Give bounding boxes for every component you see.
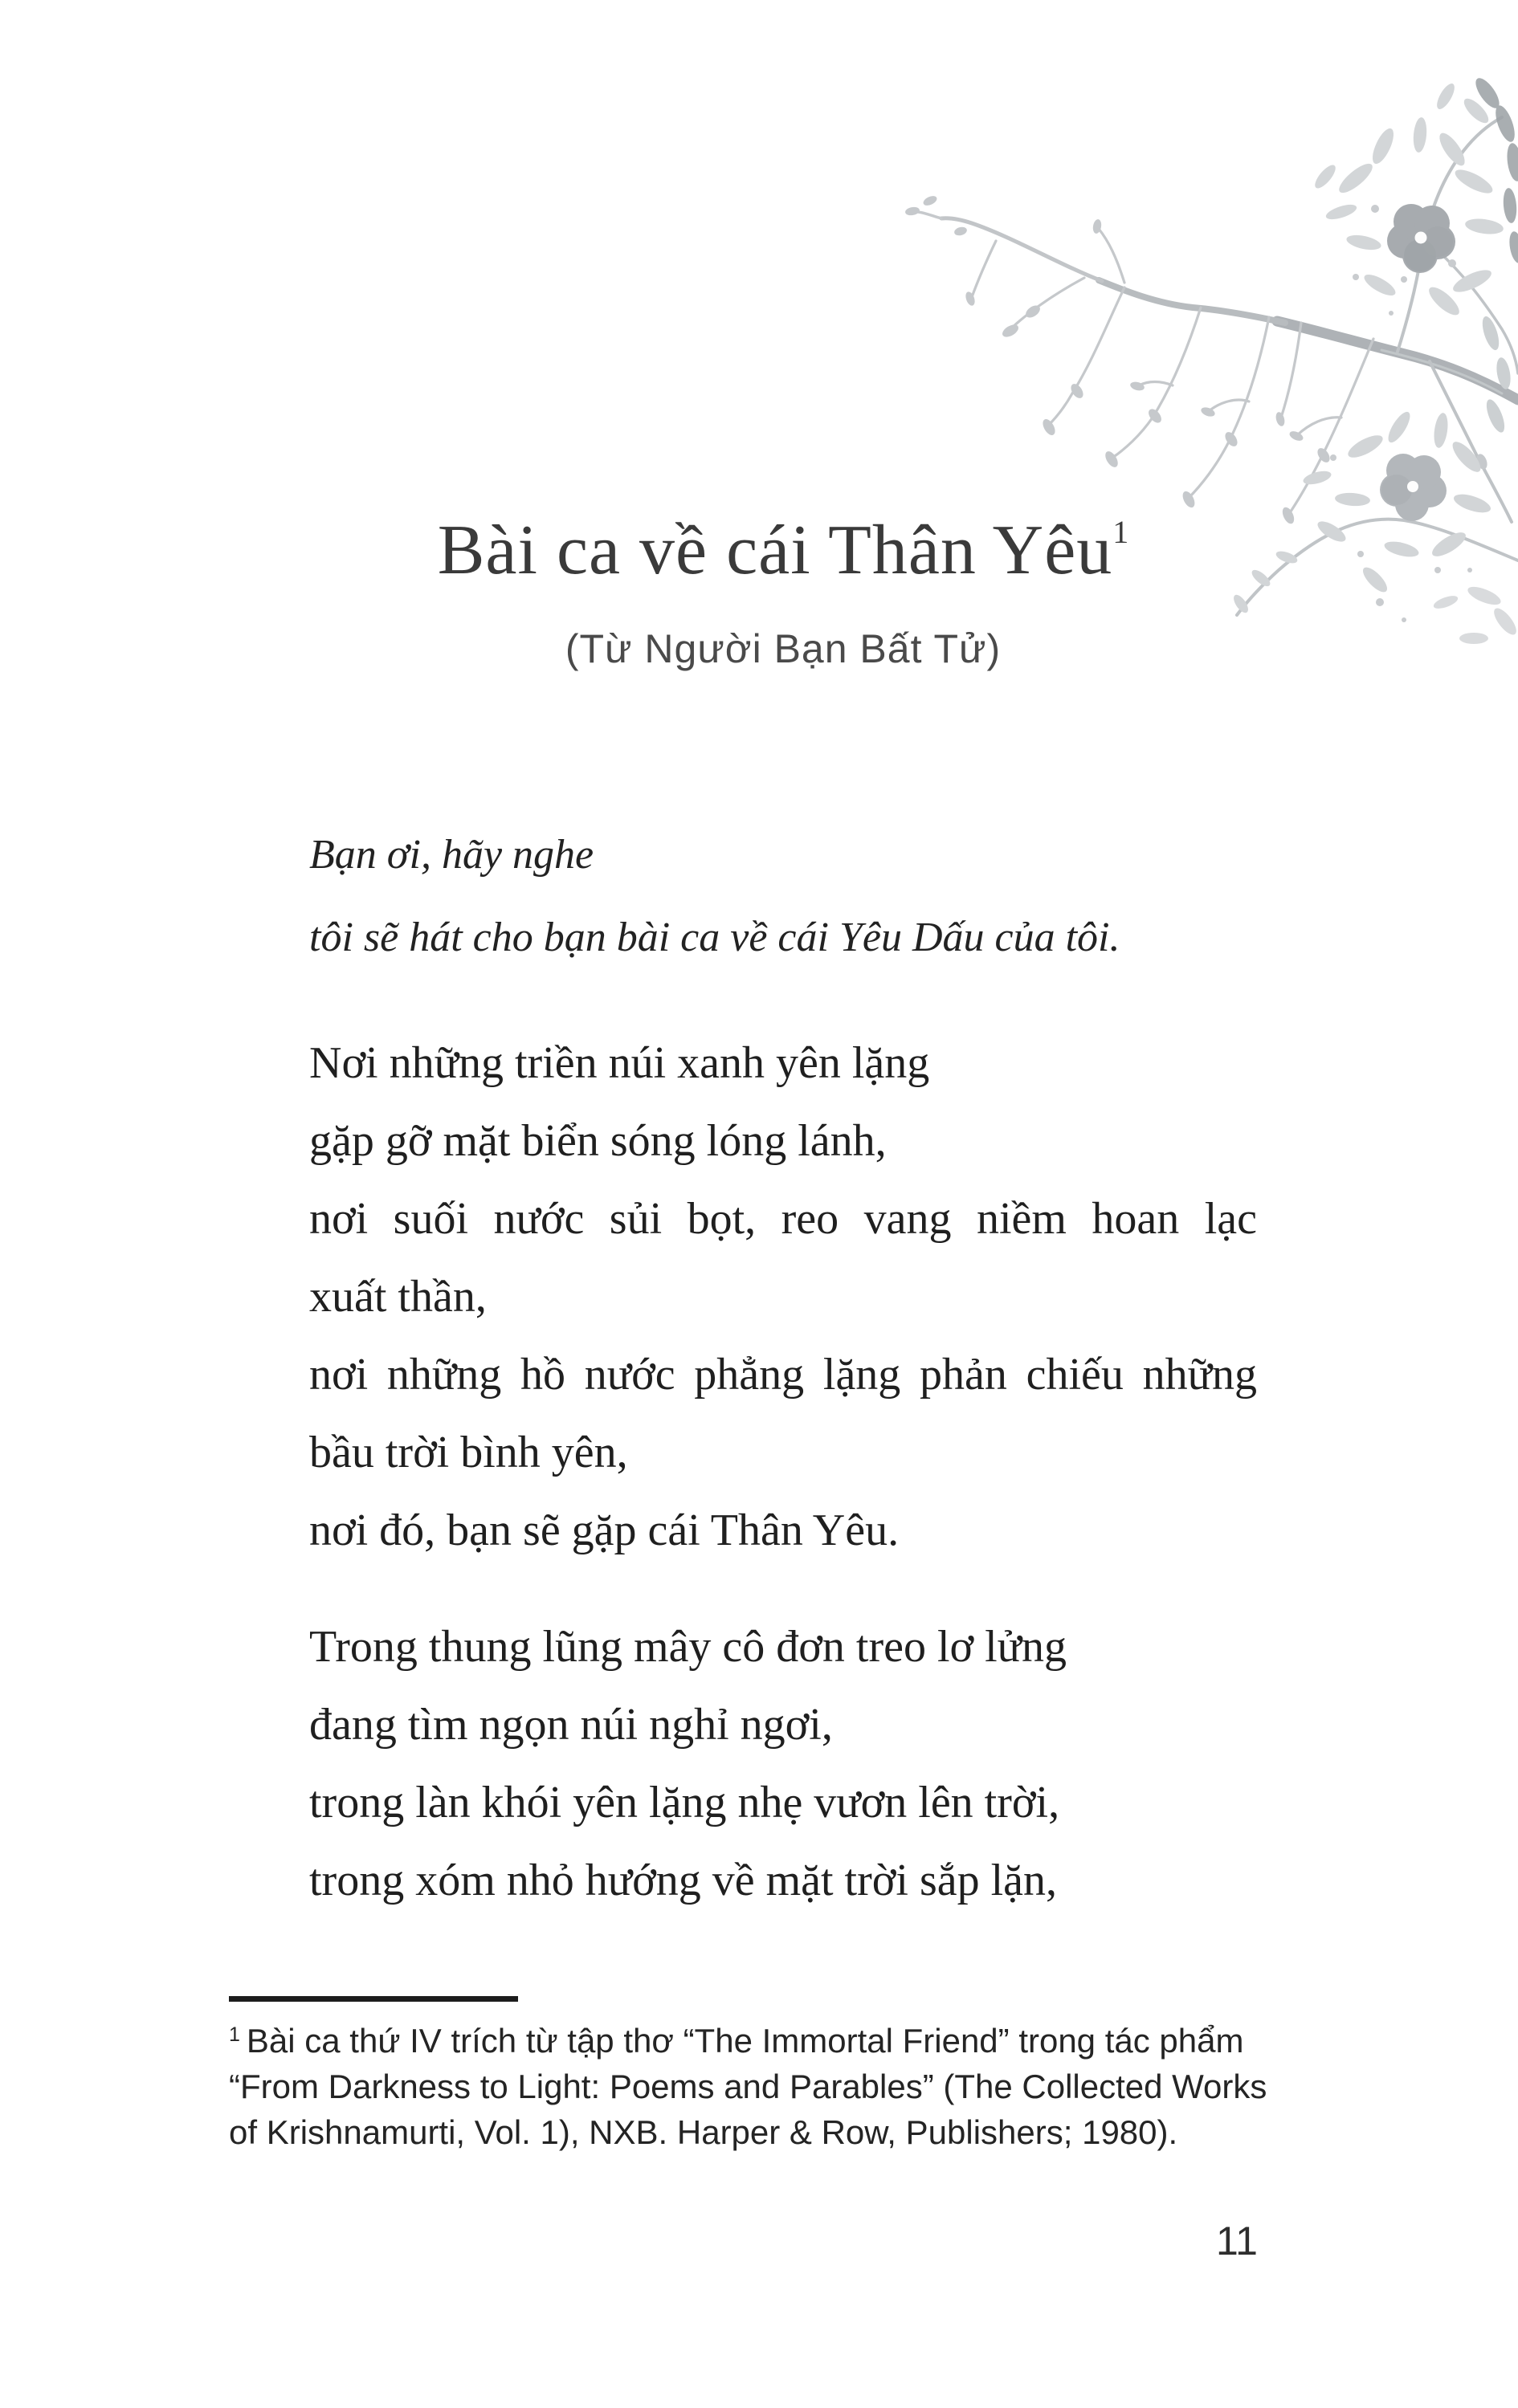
- poem-line: đang tìm ngọn núi nghỉ ngơi,: [309, 1700, 833, 1750]
- footnote-text: Bài ca thứ IV trích từ tập thơ “The Immortal Friend” trong tác phẩm: [246, 2022, 1244, 2060]
- poem-line: nơi suối nước sủi bọt, reo vang niềm hoan lạc: [309, 1194, 1257, 1244]
- poem-line: xuất thần,: [309, 1272, 487, 1322]
- footnote-line: “From Darkness to Light: Poems and Parables” (The Collected Works: [229, 2068, 1267, 2105]
- page-title-text: Bài ca về cái Thân Yêu: [437, 511, 1113, 589]
- poem-line: trong làn khói yên lặng nhẹ vươn lên trời,: [309, 1778, 1060, 1827]
- poem-line: bầu trời bình yên,: [309, 1428, 628, 1477]
- page-number: 11: [1216, 2219, 1258, 2263]
- footnote-line: [229, 2018, 1289, 2064]
- page-title: [285, 512, 1281, 590]
- poem-line: Nơi những triền núi xanh yên lặng: [309, 1038, 930, 1088]
- poem-line: Trong thung lũng mây cô đơn treo lơ lửng: [309, 1622, 1067, 1672]
- footnote-line: of Krishnamurti, Vol. 1), NXB. Harper & Row, Publishers; 1980).: [229, 2113, 1178, 2151]
- poem-line: nơi những hồ nước phẳng lặng phản chiếu những: [309, 1350, 1257, 1400]
- stanza-1: [309, 1025, 1257, 1570]
- poem-line: trong xóm nhỏ hướng về mặt trời sắp lặn,: [309, 1856, 1057, 1905]
- stanza-2: [309, 1608, 1257, 1920]
- page-subtitle: (Từ Người Bạn Bất Tử): [565, 626, 1002, 671]
- footnote-divider: [229, 1996, 518, 2002]
- poem-line: nơi đó, bạn sẽ gặp cái Thân Yêu.: [309, 1506, 900, 1555]
- poem-line: gặp gỡ mặt biển sóng lóng lánh,: [309, 1116, 887, 1166]
- title-footnote-reference: 1: [1112, 514, 1129, 550]
- epigraph: [309, 813, 1257, 979]
- epigraph-line: tôi sẽ hát cho bạn bài ca về cái Yêu Dấu của tôi.: [309, 915, 1120, 960]
- epigraph-line: Bạn ơi, hãy nghe: [309, 832, 594, 878]
- footnote: [229, 2018, 1289, 2155]
- footnote-marker: 1: [229, 2023, 240, 2046]
